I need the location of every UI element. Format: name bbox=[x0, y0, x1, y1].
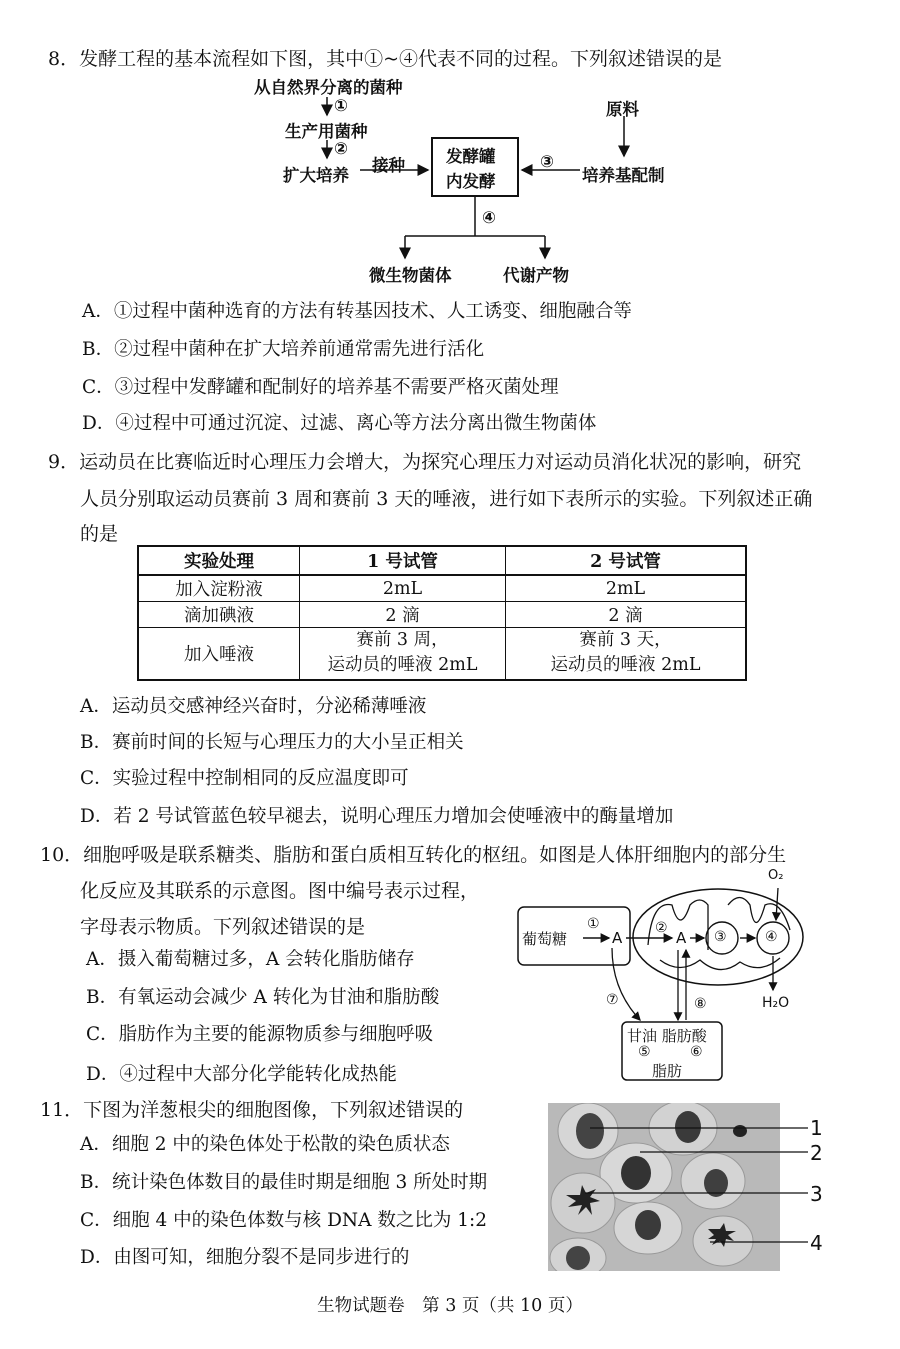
table-header-cell: 实验处理 bbox=[138, 546, 300, 575]
micrograph-label-1: 1 bbox=[810, 1116, 823, 1140]
micrograph-label-3: 3 bbox=[810, 1182, 823, 1206]
q9-stem-1: 9．运动员在比赛临近时心理压力会增大，为探究心理压力对运动员消化状况的影响，研究 bbox=[48, 451, 802, 473]
table-cell: 加入淀粉液 bbox=[138, 575, 300, 602]
table-cell: 2 滴 bbox=[506, 602, 747, 628]
table-header-cell: 2 号试管 bbox=[506, 546, 747, 575]
q10-stem-3: 字母表示物质。下列叙述错误的是 bbox=[80, 916, 366, 938]
q10-glucose-label: 葡萄糖 bbox=[522, 930, 568, 948]
table-cell: 2mL bbox=[506, 575, 747, 602]
q9-option-d: D．若 2 号试管蓝色较早褪去，说明心理压力增加会使唾液中的酶量增加 bbox=[80, 806, 674, 827]
q10-n3-label: ③ bbox=[714, 929, 727, 945]
q10-n4-label: ④ bbox=[765, 929, 778, 945]
q8-step3-label: ③ bbox=[540, 152, 554, 171]
table-header-cell: 1 号试管 bbox=[300, 546, 506, 575]
q10-o2-label: O₂ bbox=[768, 868, 784, 883]
q8-tank-label-2: 内发酵 bbox=[446, 172, 496, 191]
q10-n7-label: ⑦ bbox=[606, 992, 619, 1008]
q11-option-d: D．由图可知，细胞分裂不是同步进行的 bbox=[80, 1247, 410, 1268]
q10-a2-label: A bbox=[676, 929, 687, 947]
q11-option-b: B．统计染色体数目的最佳时期是细胞 3 所处时期 bbox=[80, 1172, 488, 1193]
q8-option-d: D．④过程中可通过沉淀、过滤、离心等方法分离出微生物菌体 bbox=[82, 413, 597, 434]
q8-source-label: 从自然界分离的菌种 bbox=[254, 78, 403, 97]
q8-option-c: C．③过程中发酵罐和配制好的培养基不需要严格灭菌处理 bbox=[82, 377, 559, 398]
table-cell-line: 运动员的唾液 2mL bbox=[327, 655, 478, 676]
q10-water-label: H₂O bbox=[762, 995, 790, 1011]
q8-strain-label: 生产用菌种 bbox=[285, 122, 368, 141]
q10-a1-label: A bbox=[612, 929, 623, 947]
table-cell: 加入唾液 bbox=[138, 628, 300, 680]
q10-n6-label: ⑥ bbox=[690, 1044, 703, 1060]
q9-stem-3: 的是 bbox=[80, 523, 119, 545]
q10-n5-label: ⑤ bbox=[638, 1044, 651, 1060]
table-cell: 2mL bbox=[300, 575, 506, 602]
q8-option-b: B．②过程中菌种在扩大培养前通常需先进行活化 bbox=[82, 339, 485, 360]
q10-glycerol-label: 甘油 脂肪酸 bbox=[627, 1027, 707, 1045]
q9-option-a: A．运动员交感神经兴奋时，分泌稀薄唾液 bbox=[80, 696, 427, 717]
micrograph-label-4: 4 bbox=[810, 1231, 823, 1255]
q10-n8-label: ⑧ bbox=[694, 996, 707, 1012]
table-cell-line: 运动员的唾液 2mL bbox=[550, 655, 701, 676]
q8-raw-label: 原料 bbox=[606, 100, 639, 119]
table-cell: 滴加碘液 bbox=[138, 602, 300, 628]
q11-option-c: C．细胞 4 中的染色体数与核 DNA 数之比为 1:2 bbox=[80, 1210, 487, 1231]
q8-option-a: A．①过程中菌种选育的方法有转基因技术、人工诱变、细胞融合等 bbox=[82, 301, 632, 322]
q10-option-a: A．摄入葡萄糖过多，A 会转化脂肪储存 bbox=[86, 949, 415, 970]
table-cell-line: 赛前 3 周， bbox=[356, 630, 449, 651]
q8-medium-label: 培养基配制 bbox=[582, 166, 665, 185]
table-cell: 2 滴 bbox=[300, 602, 506, 628]
q10-stem-1: 10．细胞呼吸是联系糖类、脂肪和蛋白质相互转化的枢纽。如图是人体肝细胞内的部分生 bbox=[40, 844, 787, 866]
q10-option-c: C．脂肪作为主要的能源物质参与细胞呼吸 bbox=[86, 1024, 434, 1045]
q8-tank-label-1: 发酵罐 bbox=[446, 147, 496, 166]
q8-step2-label: ② bbox=[334, 139, 348, 158]
q8-stem: 8．发酵工程的基本流程如下图，其中①~④代表不同的过程。下列叙述错误的是 bbox=[48, 48, 723, 70]
q8-expand-label: 扩大培养 bbox=[283, 166, 349, 185]
table-cell-line: 赛前 3 天， bbox=[579, 630, 672, 651]
q8-product2-label: 代谢产物 bbox=[503, 266, 569, 285]
q10-fat-label: 脂肪 bbox=[652, 1062, 683, 1080]
q11-option-a: A．细胞 2 中的染色体处于松散的染色质状态 bbox=[80, 1134, 450, 1155]
q10-stem-2: 化反应及其联系的示意图。图中编号表示过程， bbox=[80, 880, 480, 902]
q9-option-b: B．赛前时间的长短与心理压力的大小呈正相关 bbox=[80, 732, 464, 753]
q10-n1-label: ① bbox=[587, 916, 600, 932]
q10-option-d: D．④过程中大部分化学能转化成热能 bbox=[86, 1064, 397, 1085]
q11-stem: 11．下图为洋葱根尖的细胞图像，下列叙述错误的 bbox=[40, 1099, 464, 1121]
q10-option-b: B．有氧运动会减少 A 转化为甘油和脂肪酸 bbox=[86, 987, 440, 1008]
q9-option-c: C．实验过程中控制相同的反应温度即可 bbox=[80, 768, 409, 789]
micrograph-pointer-lines bbox=[580, 1115, 820, 1250]
q8-product1-label: 微生物菌体 bbox=[369, 266, 452, 285]
q10-n2-label: ② bbox=[655, 920, 668, 936]
q9-stem-2: 人员分别取运动员赛前 3 周和赛前 3 天的唾液，进行如下表所示的实验。下列叙述正确 bbox=[80, 488, 813, 510]
q8-step1-label: ① bbox=[334, 96, 348, 115]
micrograph-label-2: 2 bbox=[810, 1141, 823, 1165]
q8-inoculate-label: 接种 bbox=[372, 156, 405, 175]
page-footer: 生物试题卷 第 3 页（共 10 页） bbox=[317, 1296, 583, 1316]
q8-step4-label: ④ bbox=[482, 208, 496, 227]
